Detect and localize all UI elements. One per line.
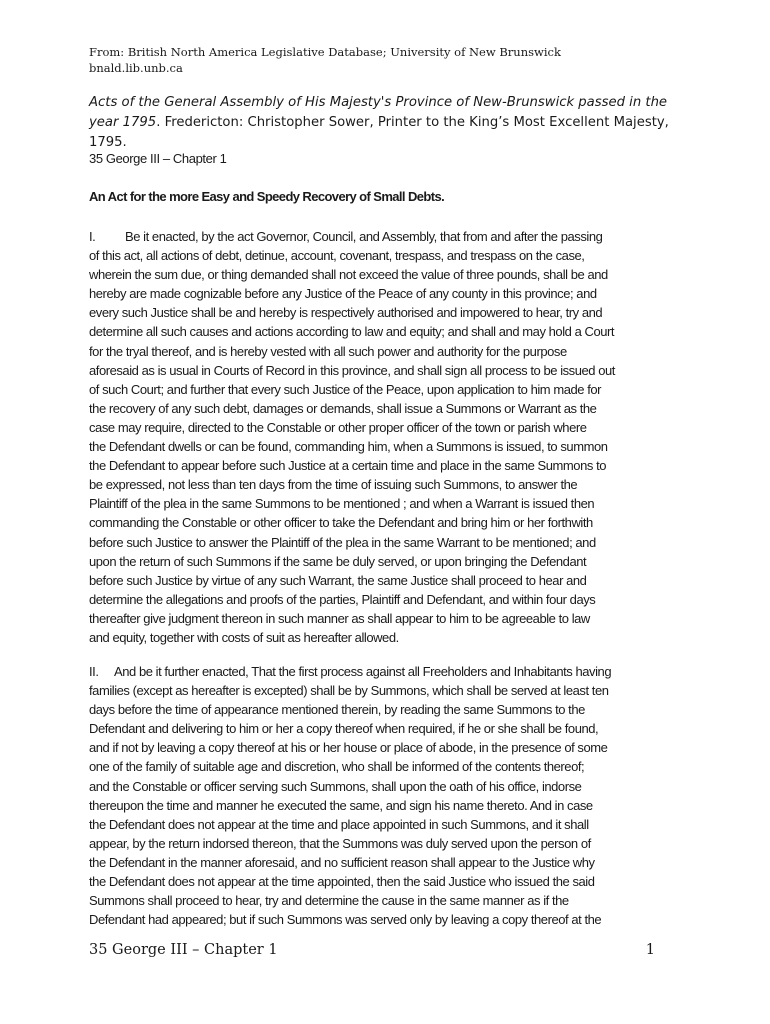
section-line (89, 571, 649, 590)
section-line-text: the Defendant to appear before such Justice at a certain time and place in the same Summons to (89, 458, 607, 474)
section-line-text: determine the allegations and proofs of the parties, Plaintiff and Defendant, and within four days (89, 591, 596, 607)
publication-citation (89, 93, 689, 153)
section-line-text: and the Constable or officer serving such Summons, shall upon the oath of his office, indorse (89, 778, 582, 794)
section-line (89, 590, 649, 609)
section-line-text: the Defendant in the manner aforesaid, and no sufficient reason shall appear to the Justice why (89, 854, 595, 870)
section-number: I. (89, 229, 96, 244)
section-line-text: aforesaid as is usual in Courts of Record in this province, and shall sign all process to be issued out (89, 362, 615, 378)
section-line (89, 380, 649, 399)
section-line (89, 662, 649, 681)
section-2 (89, 662, 649, 929)
section-line (89, 834, 649, 853)
section-line-text: for the tryal thereof, and is hereby vested with all such power and authority for the purpose (89, 343, 567, 359)
section-line (89, 777, 649, 796)
section-line (89, 456, 649, 475)
section-line (89, 552, 649, 571)
section-line-text: thereupon the time and manner he executed the same, and sign his name thereto. And in case (89, 797, 593, 813)
source-line: From: British North America Legislative Database; University of New Brunswick (89, 45, 561, 59)
section-line-text: Summons shall proceed to hear, try and determine the cause in the same manner as if the (89, 893, 569, 909)
section-line-text: and equity, together with costs of suit as hereafter allowed. (89, 629, 399, 645)
chapter-reference: 35 George III – Chapter 1 (89, 151, 227, 166)
section-line (89, 399, 649, 418)
section-line (89, 533, 649, 552)
section-line (89, 910, 649, 929)
section-line-text: every such Justice shall be and hereby is respectively authorised and impowered to hear, try and (89, 305, 603, 321)
section-line-text: days before the time of appearance mentioned therein, by reading the same Summons to the (89, 702, 585, 718)
section-line (89, 322, 649, 341)
section-line (89, 246, 649, 265)
section-line-text: hereby are made cognizable before any Justice of the Peace of any county in this province; and (89, 286, 597, 302)
section-line (89, 303, 649, 322)
section-line-text: be expressed, not less than ten days from the time of issuing such Summons, to answer the (89, 477, 578, 493)
section-line (89, 853, 649, 872)
section-line (89, 609, 649, 628)
section-line-text: one of the family of suitable age and discretion, who shall be informed of the contents thereof; (89, 759, 585, 775)
section-line-text: Defendant and delivering to him or her a copy thereof when required, if he or she shall be found, (89, 721, 599, 737)
section-line (89, 284, 649, 303)
footer-chapter-reference: 35 George III – Chapter 1 (89, 942, 278, 958)
section-line (89, 513, 649, 532)
section-line-text: the Defendant does not appear at the time and place appointed in such Summons, and it shall (89, 816, 589, 832)
section-line (89, 628, 649, 647)
section-line-text: of such Court; and further that every such Justice of the Peace, upon application to him made for (89, 381, 602, 397)
section-line-text: wherein the sum due, or thing demanded shall not exceed the value of three pounds, shall be and (89, 267, 608, 283)
section-line (89, 494, 649, 513)
section-line (89, 757, 649, 776)
section-1 (89, 227, 649, 647)
section-line-text: families (except as hereafter is excepted) shall be by Summons, which shall be served at least ten (89, 683, 609, 699)
section-line-text: upon the return of such Summons if the same be duly served, or upon bringing the Defendant (89, 553, 587, 569)
source-attribution (89, 44, 689, 76)
section-line (89, 418, 649, 437)
section-line (89, 265, 649, 284)
page-number: 1 (645, 942, 655, 958)
section-line-text: commanding the Constable or other officer to take the Defendant and bring him or her forthwith (89, 515, 593, 531)
citation-publisher: . Fredericton: Christopher Sower, Printer to the King’s Most Excellent Majesty, 1795. (89, 115, 669, 150)
section-line-text: And be it further enacted, That the first process against all Freeholders and Inhabitants having (114, 664, 612, 679)
section-line (89, 342, 649, 361)
section-line (89, 815, 649, 834)
section-number: II. (89, 664, 99, 679)
section-line-text: thereafter give judgment thereon in such manner as shall appear to him to be agreeable to law (89, 610, 590, 626)
source-url: bnald.lib.unb.ca (89, 61, 183, 75)
section-line-text: before such Justice to answer the Plaintiff of the plea in the same Warrant to be mentioned; and (89, 534, 596, 550)
section-line-text: case may require, directed to the Constable or other proper officer of the town or parish where (89, 419, 587, 435)
section-line (89, 361, 649, 380)
section-line (89, 891, 649, 910)
section-line-text: Defendant had appeared; but if such Summons was served only by leaving a copy thereof at the (89, 912, 602, 928)
section-line (89, 475, 649, 494)
section-line-text: the Defendant does not appear at the time appointed, then the said Justice who issued the said (89, 874, 595, 890)
section-line-text: the recovery of any such debt, damages or demands, shall issue a Summons or Warrant as the (89, 400, 597, 416)
section-line-text: Be it enacted, by the act Governor, Council, and Assembly, that from and after the passing (125, 229, 603, 244)
section-line (89, 738, 649, 757)
section-line (89, 227, 649, 246)
section-line-text: appear, by the return indorsed thereon, that the Summons was duly served upon the person of (89, 835, 591, 851)
section-line (89, 796, 649, 815)
citation-title: Acts of the General Assembly of His Majesty's Province of New-Brunswick passed in the year 1795 (89, 95, 668, 130)
section-line (89, 700, 649, 719)
section-line-text: Plaintiff of the plea in the same Summons to be mentioned ; and when a Warrant is issued then (89, 496, 595, 512)
section-line (89, 872, 649, 891)
section-line (89, 681, 649, 700)
act-title: An Act for the more Easy and Speedy Recovery of Small Debts. (89, 189, 445, 204)
section-line-text: determine all such causes and actions according to law and equity; and shall and may hold a Court (89, 324, 615, 340)
section-line (89, 437, 649, 456)
section-line-text: and if not by leaving a copy thereof at his or her house or place of abode, in the presence of some (89, 740, 608, 756)
section-line-text: before such Justice by virtue of any such Warrant, the same Justice shall proceed to hear and (89, 572, 587, 588)
section-line-text: of this act, all actions of debt, detinue, account, covenant, trespass, and trespass on the case, (89, 248, 585, 264)
section-line (89, 719, 649, 738)
section-line-text: the Defendant dwells or can be found, commanding him, when a Summons is issued, to summon (89, 439, 608, 455)
